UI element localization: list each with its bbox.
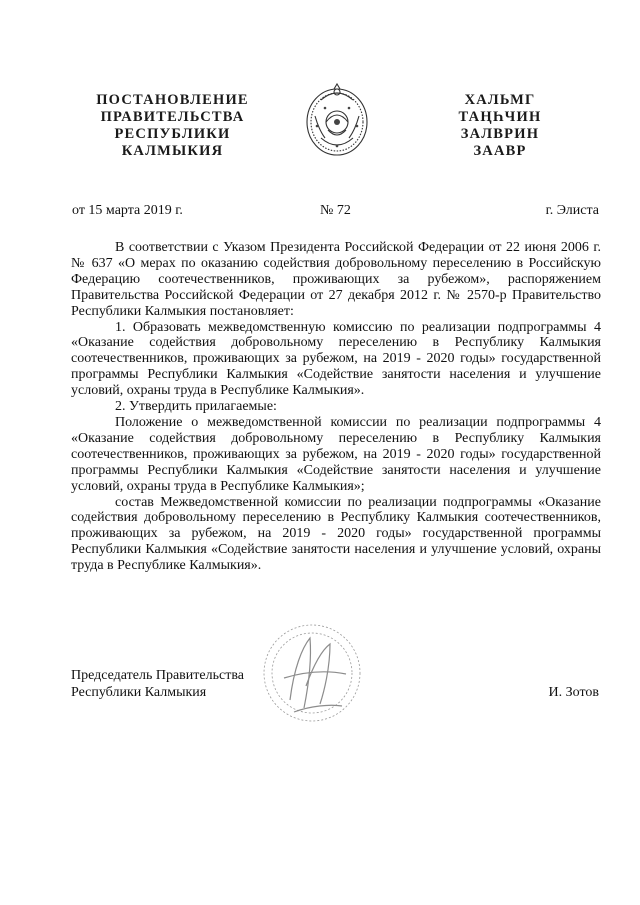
header-right-line: ХАЛЬМГ [464, 92, 536, 108]
header-right-block [440, 92, 560, 160]
signature-title-line2: Республики Калмыкия [71, 685, 207, 700]
header-left-line: КАЛМЫКИЯ [121, 143, 224, 159]
document-body [71, 240, 601, 574]
signature-icon [250, 608, 380, 738]
signature-name: И. Зотов [548, 685, 599, 700]
body-paragraph: Положение о межведомственной комиссии по реализации подпрограммы 4 «Оказание содействия добровольному переселению в Республику Калмыкия соотечественников, проживающих за рубежом, на 2019 - 2020 годы» государственной программы Республики Калмыкия «Содействие занятости населения и улучшение условий, охраны труда в Республике Калмыкия»; [71, 414, 601, 494]
header-left-line: ПОСТАНОВЛЕНИЕ [96, 92, 249, 108]
body-paragraph: 1. Образовать межведомственную комиссию по реализации подпрограммы 4 «Оказание содействия добровольному переселению в Республику Калмыкия соотечественников, проживающих за рубежом, на 2019 - 2020 годы» государственной программы Республики Калмыкия «Содействие занятости населения и улучшение условий, охраны труда в Республике Калмыкия». [71, 319, 601, 399]
signature-title-line1: Председатель Правительства [71, 668, 244, 683]
body-paragraph: состав Межведомственной комиссии по реализации подпрограммы «Оказание содействия добровольному переселению в Республику Калмыкия соотечественников, проживающих за рубежом, на 2019 - 2020 годы» государственной программы Республики Калмыкия «Содействие занятости населения и улучшение условий, охраны труда в Республике Калмыкия». [71, 494, 601, 574]
header-right-line: ЗААВР [473, 143, 527, 159]
document-city: г. Элиста [545, 203, 599, 218]
coat-of-arms-icon [301, 82, 373, 158]
header-left-block [85, 92, 260, 160]
document-number: № 72 [320, 203, 351, 218]
header-left-line: РЕСПУБЛИКИ [114, 126, 231, 142]
body-paragraph: 2. Утвердить прилагаемые: [115, 399, 277, 415]
body-paragraph: В соответствии с Указом Президента Российской Федерации от 22 июня 2006 г. № 637 «О мерах по оказанию содействия добровольному переселению в Российскую Федерацию соотечественников, проживающих за рубежом», распоряжением Правительства Российской Федерации от 27 декабря 2012 г. № 2570-р Правительство Республики Калмыкия постановляет: [71, 240, 601, 319]
header-left-line: ПРАВИТЕЛЬСТВА [100, 109, 245, 125]
header-right-line: ЗАЛВРИН [460, 126, 540, 142]
document-date: от 15 марта 2019 г. [72, 203, 183, 218]
header-right-line: ТАҢҺЧИН [458, 109, 542, 125]
